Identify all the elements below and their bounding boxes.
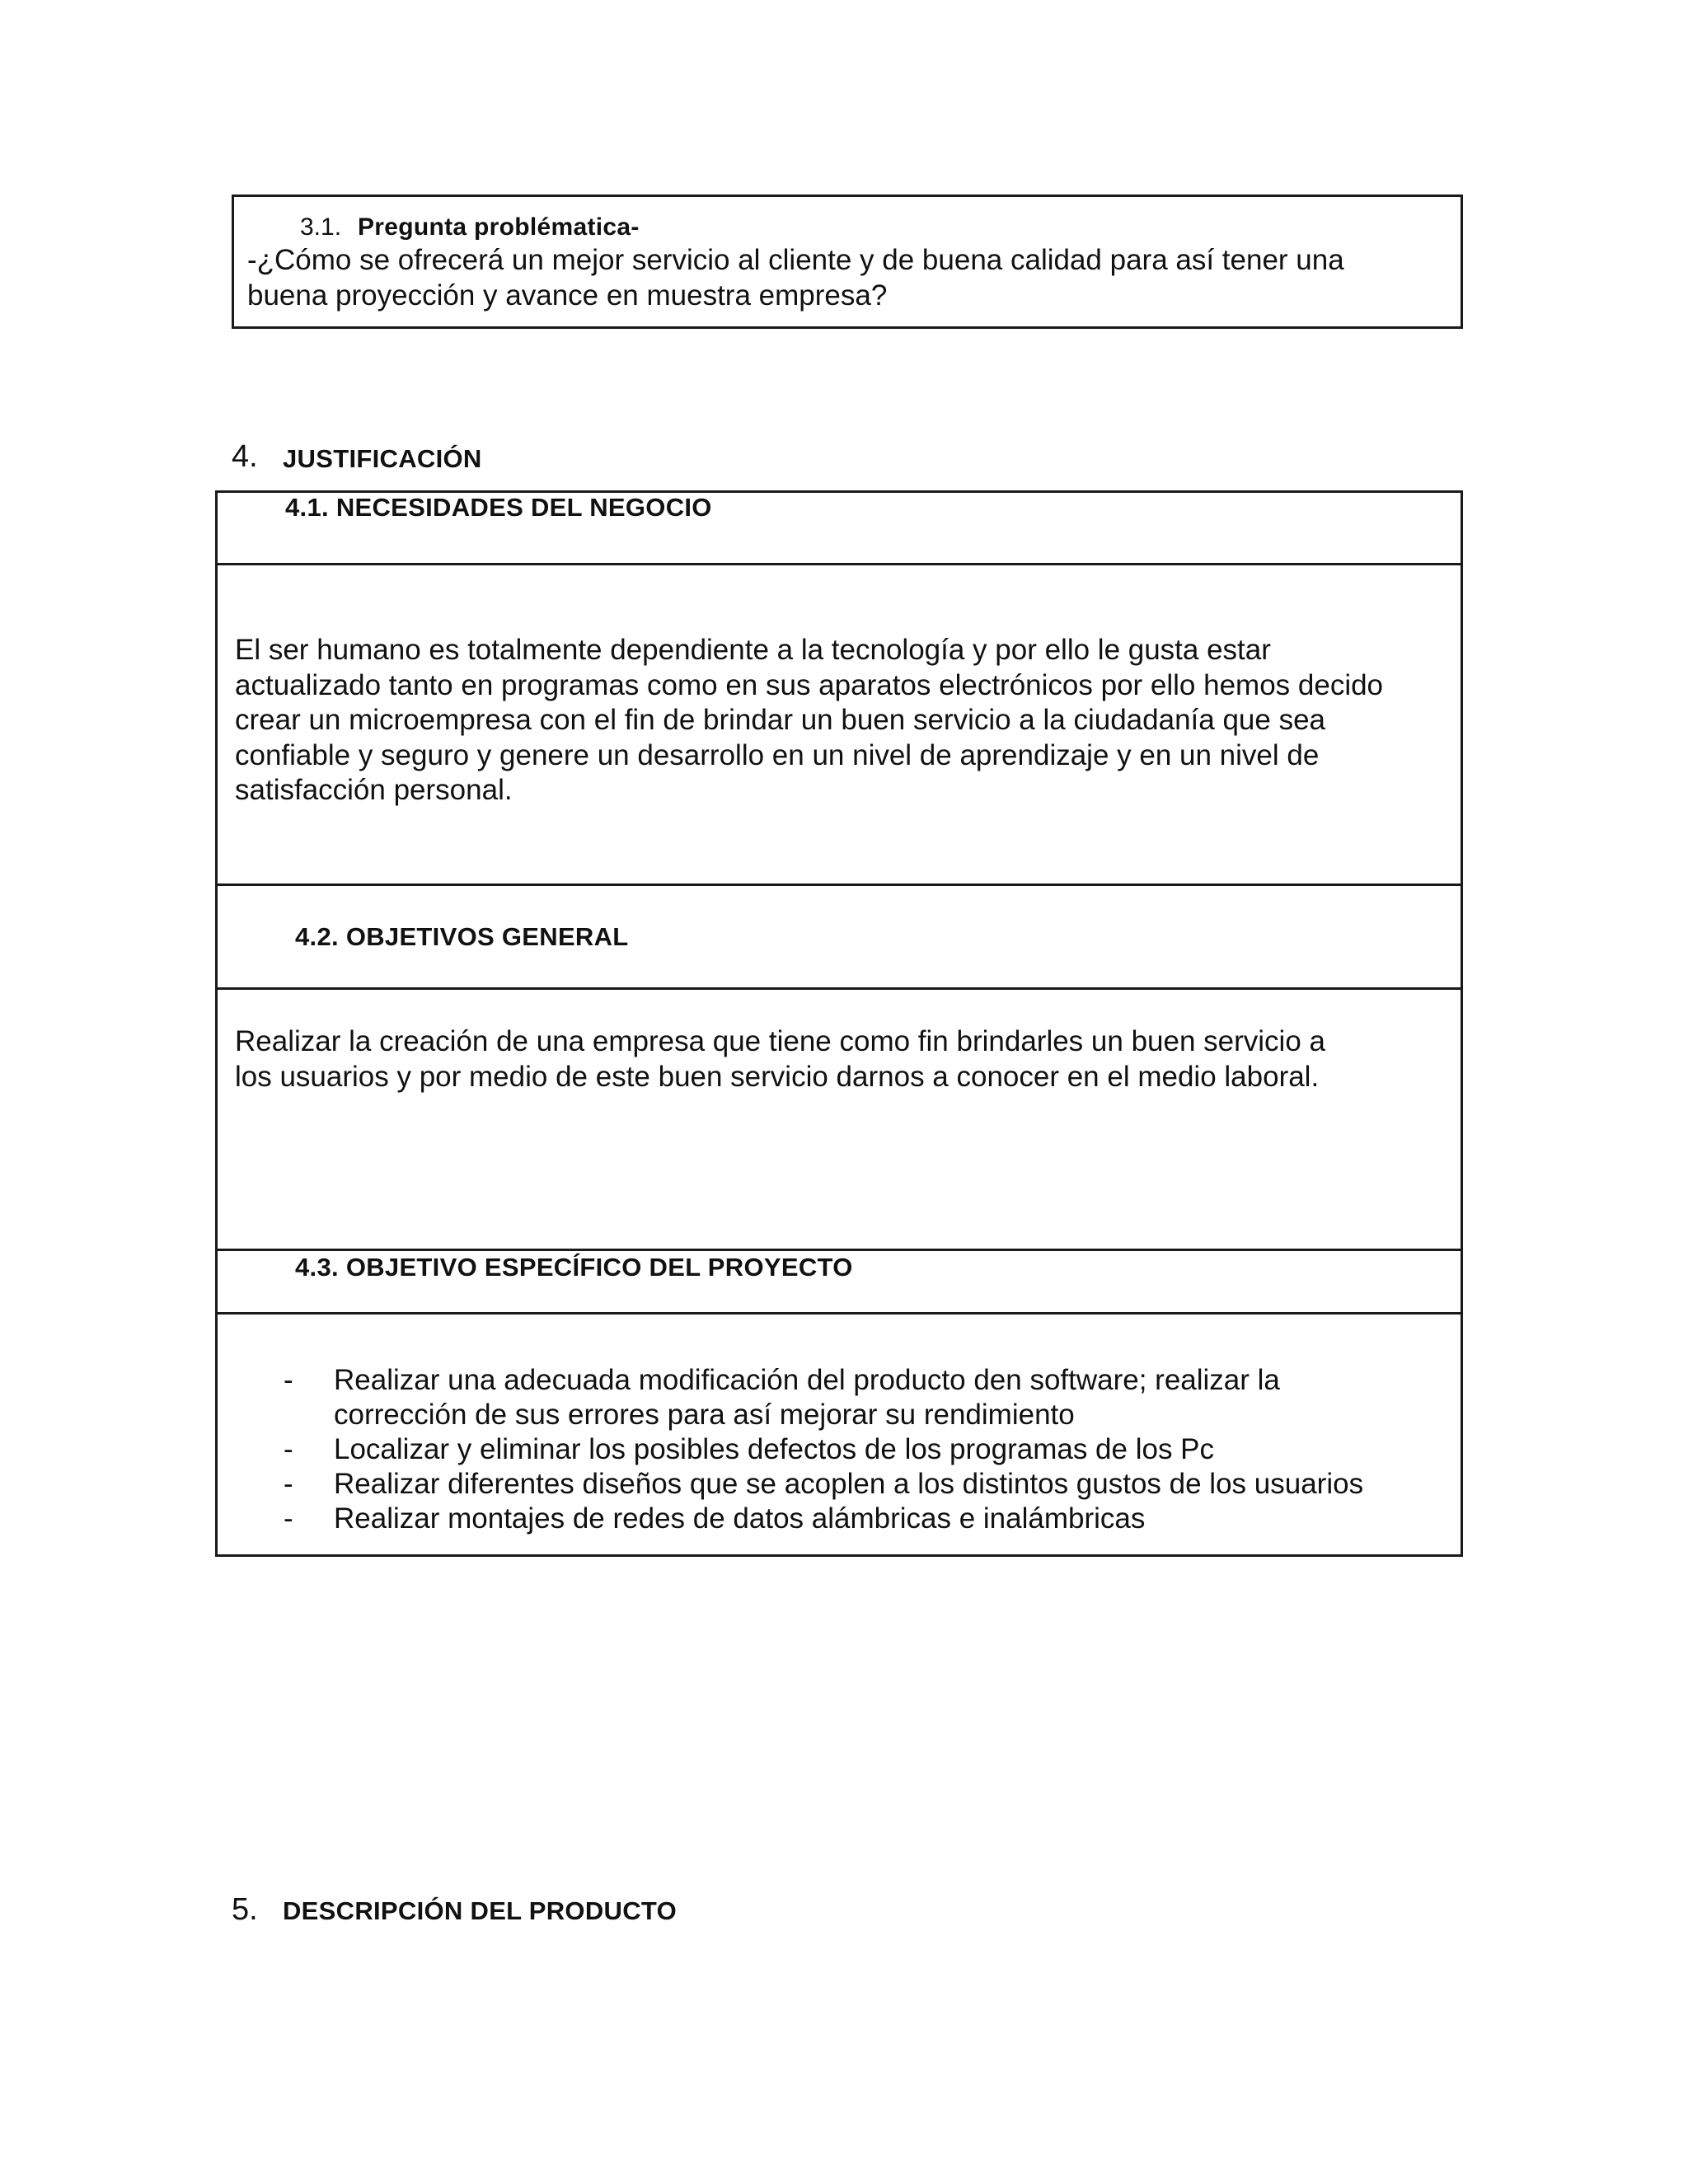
specific-item-2: Localizar y eliminar los posibles defectos de los programas de los Pc [334,1433,1215,1465]
specific-item-2-dash: - [284,1433,293,1465]
specific-item-3-dash: - [284,1468,293,1500]
section-4-number: 4. [232,439,258,474]
specific-item-3: Realizar diferentes diseños que se acoplen a los distintos gustos de los usuarios [334,1468,1364,1500]
section-5-title: DESCRIPCIÓN DEL PRODUCTO [283,1896,677,1925]
row-divider-5 [218,1312,1461,1315]
general-line-1: Realizar la creación de una empresa que tiene como fin brindarles un buen servicio a [235,1025,1325,1057]
specific-item-1-dash: - [284,1364,293,1396]
needs-heading: 4.1. NECESIDADES DEL NEGOCIO [285,493,712,522]
specific-item-4-dash: - [284,1502,293,1535]
section-4-title: JUSTIFICACIÓN [283,444,482,473]
question-line-2: buena proyección y avance en muestra empresa? [247,279,888,312]
needs-line-1: El ser humano es totalmente dependiente a la tecnología y por ello le gusta estar [235,634,1271,666]
question-box [232,194,1463,329]
general-heading: 4.2. OBJETIVOS GENERAL [295,922,629,951]
needs-line-5: satisfacción personal. [235,774,513,806]
row-divider-1 [218,563,1461,565]
row-divider-2 [218,883,1461,886]
justification-table [215,490,1463,1557]
row-divider-3 [218,987,1461,990]
needs-line-4: confiable y seguro y genere un desarrollo en un nivel de aprendizaje y en un nivel de [235,739,1320,771]
row-divider-4 [218,1249,1461,1251]
question-line-1: -¿Cómo se ofrecerá un mejor servicio al cliente y de buena calidad para así tener una [247,244,1344,276]
specific-item-4: Realizar montajes de redes de datos alámbricas e inalámbricas [334,1502,1146,1535]
general-line-2: los usuarios y por medio de este buen servicio darnos a conocer en el medio laboral. [235,1061,1320,1093]
specific-item-1-line-1: Realizar una adecuada modificación del producto den software; realizar la [334,1364,1280,1396]
question-heading: Pregunta problématica- [358,213,640,241]
needs-line-3: crear un microempresa con el fin de brindar un buen servicio a la ciudadanía que sea [235,704,1325,736]
question-number: 3.1. [300,213,342,241]
needs-line-2: actualizado tanto en programas como en sus aparatos electrónicos por ello hemos decido [235,669,1384,701]
specific-heading: 4.3. OBJETIVO ESPECÍFICO DEL PROYECTO [295,1253,853,1282]
specific-item-1-line-2: corrección de sus errores para así mejorar su rendimiento [334,1399,1075,1431]
section-5-number: 5. [232,1892,258,1927]
